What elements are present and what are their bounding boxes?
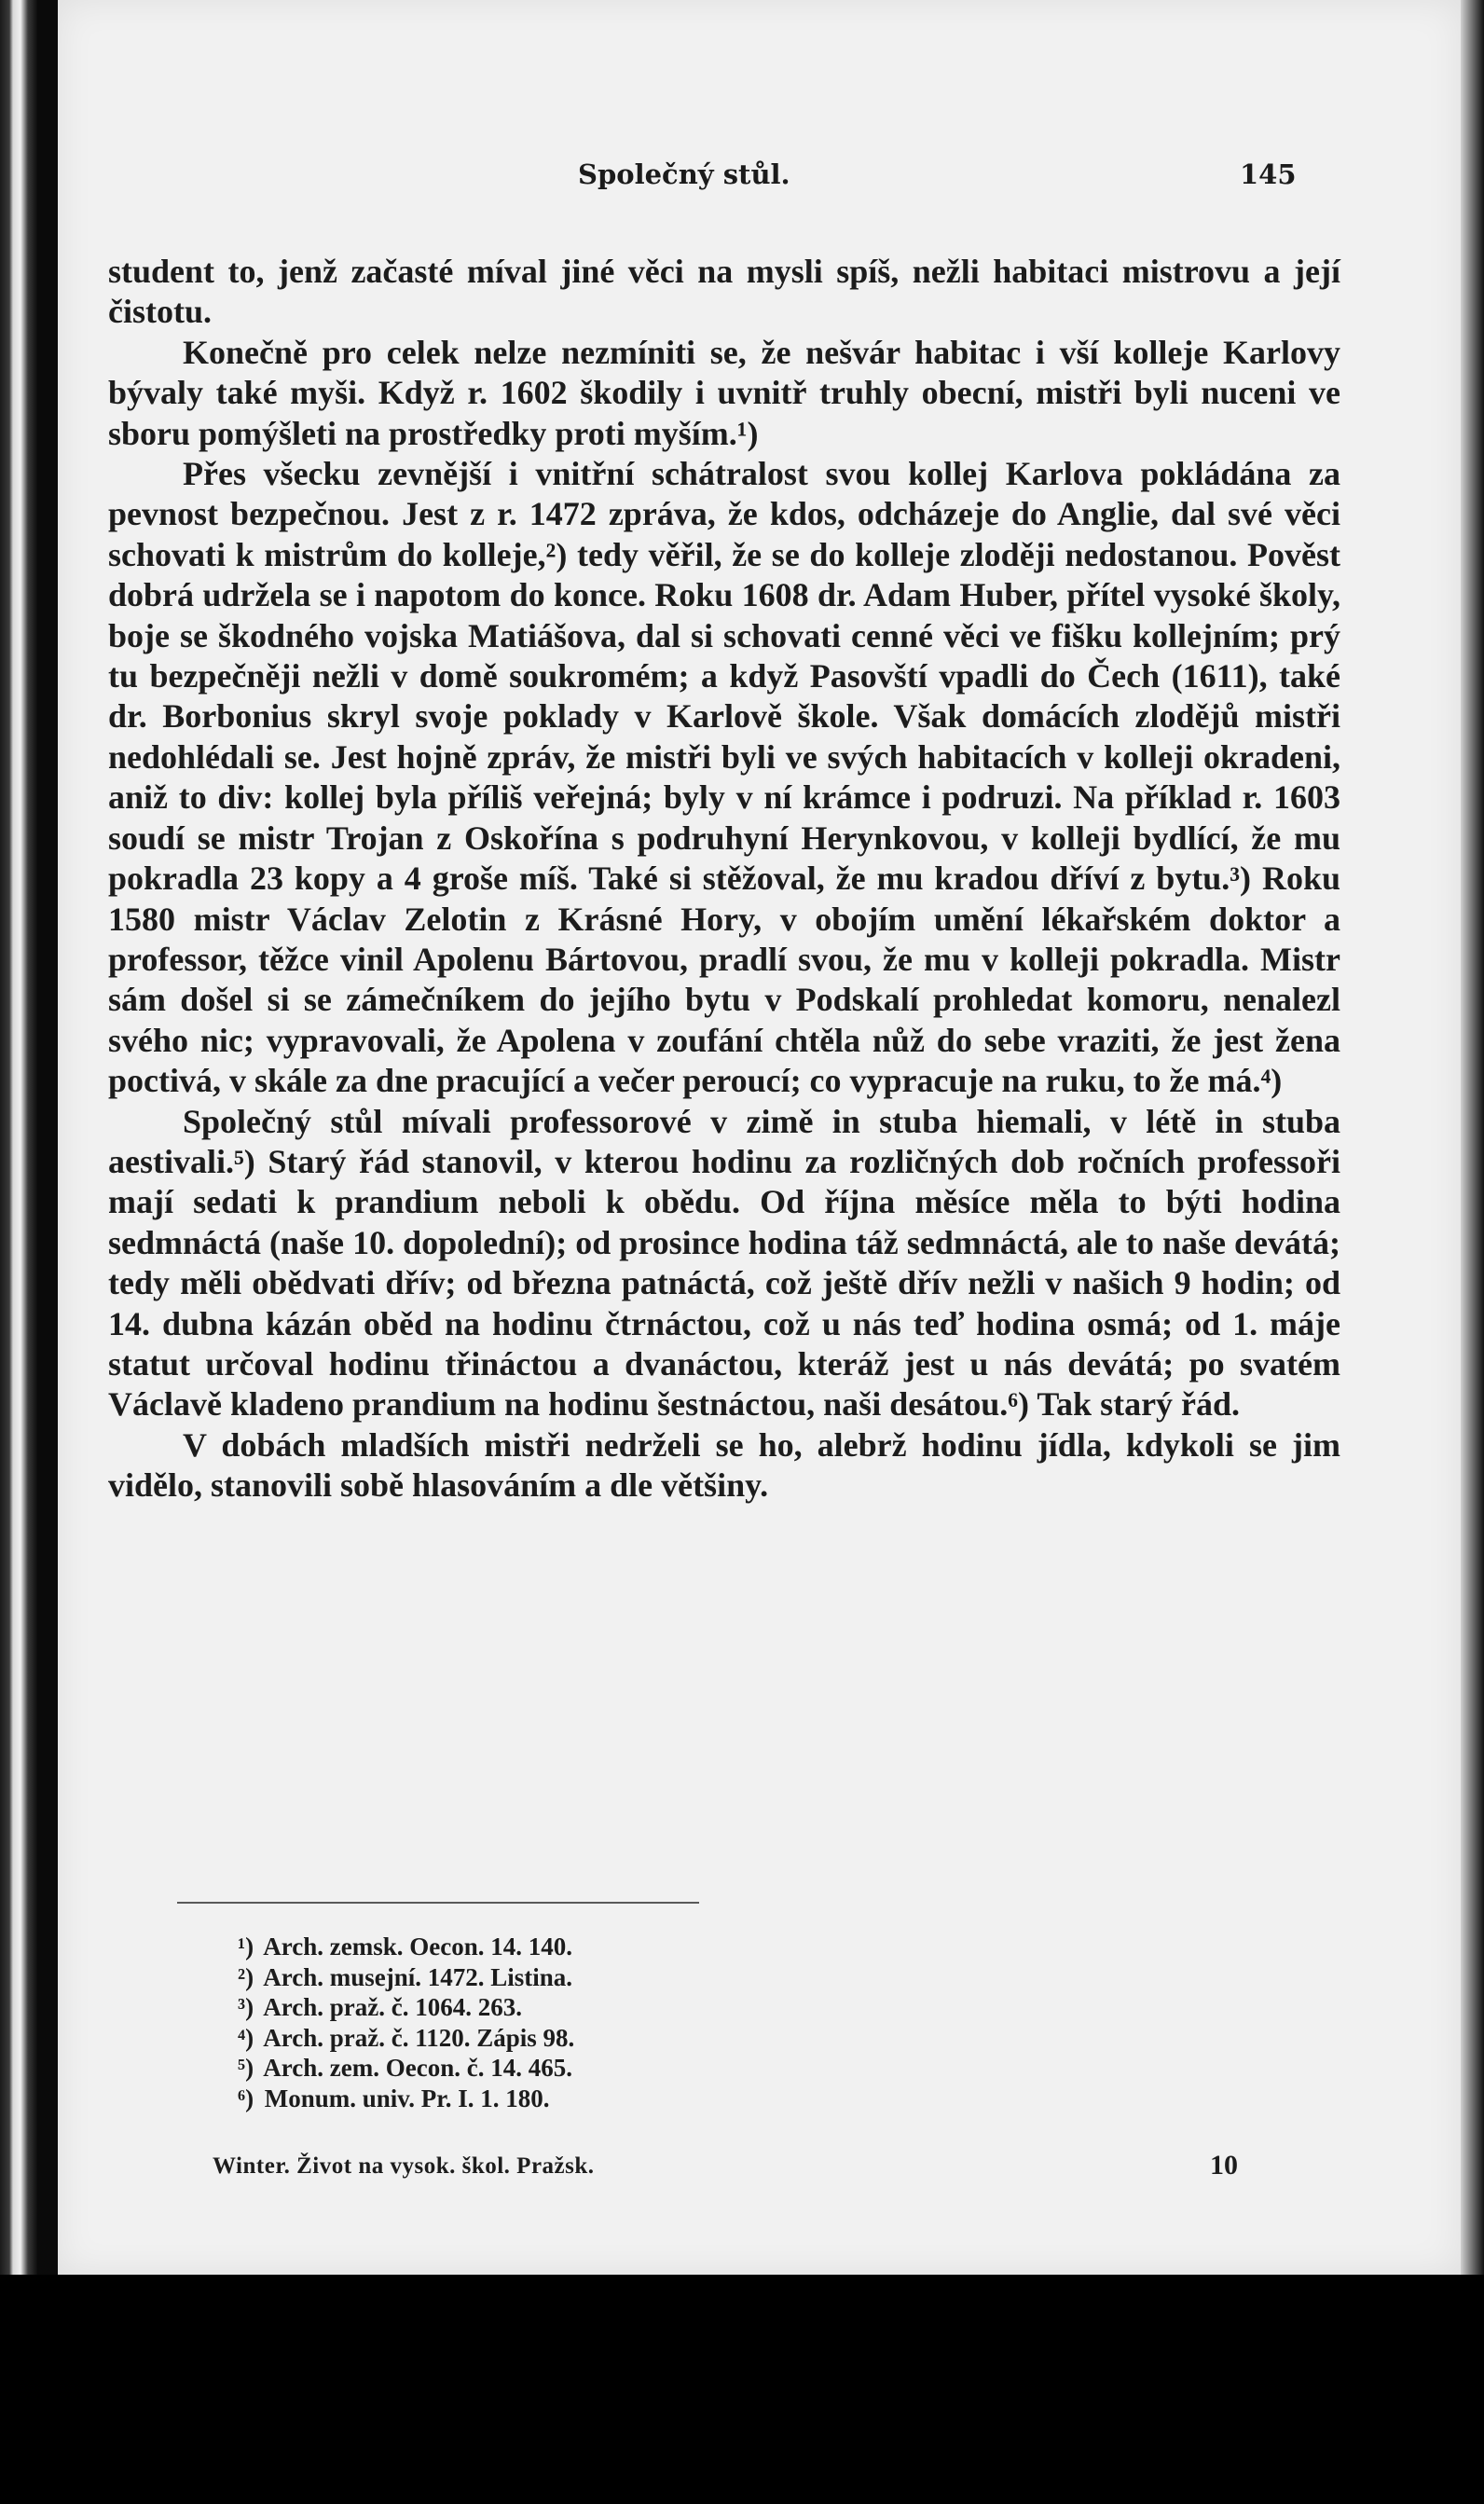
footnote-text: Monum. univ. Pr. I. 1. 180. [264,2084,550,2112]
footnote-text: Arch. musejní. 1472. Listina. [263,1962,573,1991]
page-number: 145 [1240,158,1297,190]
page-edge-shadow [1461,0,1484,2275]
footnote-text: Arch. praž. č. 1120. Zápis 98. [263,2023,575,2052]
footnote-5 [238,2053,1077,2084]
footnote-2 [238,1962,1077,1993]
footnote-text: Arch. zemsk. Oecon. 14. 140. [263,1933,572,1961]
footnote-rule [177,1902,699,1904]
sheet-number: 10 [1210,2150,1238,2181]
paragraph-4: Společný stůl mívali professorové v zimě in stuba hiemali, v létě in stuba aestivali.⁵) Starý řád stanovil, v kterou hodinu za rozličných dob ročních professoři mají sedati k prandium neboli k obědu. Od října měsíce měla to býti hodina sedmnáctá (naše 10. dopolední); od prosince hodina táž sedmnáctá, ale to naše devátá; tedy měli obědvati dřív; od března patnáctá, což ještě dřív nežli v našich 9 hodin; od 14. dubna kázán oběd na hodinu čtrnáctou, což u nás teď hodina osmá; od 1. máje statut určoval hodinu třináctou a dvanáctou, kteráž jest u nás devátá; po svatém Václavě kladeno prandium na hodinu šestnáctou, naši desátou.⁶) Tak starý řád. [108,1102,1340,1424]
footnote-1 [238,1932,1077,1962]
footnote-marker: ⁴) [238,2023,254,2052]
paragraph-3: Přes všecku zevnější i vnitřní schátralost svou kollej Karlova pokládána za pevnost bezpečnou. Jest z r. 1472 zpráva, že kdos, odcházeje do Anglie, dal své věci schovati k mistrům do kolleje,²) tedy věřil, že se do kolleje zloději nedostanou. Pověst dobrá udržela se i napotom do konce. Roku 1608 dr. Adam Huber, přítel vysoké školy, boje se škodného vojska Matiášova, dal si schovati cenné věci ve fišku kollejním; prý tu bezpečněji nežli v domě soukromém; a když Pasovští vpadli do Čech (1611), také dr. Borbonius skryl svoje poklady v Karlově škole. Však domácích zlodějů mistři nedohlédali se. Jest hojně zpráv, že mistři byli ve svých habitacích v kolleji okradeni, aniž to div: kollej byla příliš veřejná; byly v ní krámce i podruzi. Na příklad r. 1603 soudí se mistr Trojan z Oskořína s podruhyní Herynkovou, v kolleji bydlící, že mu pokradla 23 kopy a 4 groše míš. Také si stěžoval, že mu kradou dříví z bytu.³) Roku 1580 mistr Václav Zelotin z Krásné Hory, v obojím umění lékařském doktor a professor, těžce vinil Apolenu Bártovou, pradlí svou, že mu v kolleji pokradla. Mistr sám došel si se zámečníkem do jejího bytu v Podskalí prohledat komoru, nenalezl svého nic; vypravovali, že Apolena v zoufání chtěla nůž do sebe vraziti, že jest žena poctivá, v skále za dne pracující a večer peroucí; co vypracuje na ruku, to že má.⁴) [108,455,1340,1100]
footnote-marker: ²) [238,1962,254,1991]
signature-row [213,2150,1238,2187]
paragraph-5: V dobách mladších mistři nedrželi se ho, alebrž hodinu jídla, kdykoli se jim vidělo, stanovili sobě hlasováním a dle většiny. [108,1425,1340,1505]
footnote-text: Arch. zem. Oecon. č. 14. 465. [263,2054,572,2083]
footnote-4 [238,2023,1077,2054]
body-text [108,252,1340,1507]
running-title: Společný stůl. [578,158,790,190]
paragraph-1: student to, jenž začasté míval jiné věci na mysli spíš, nežli habitaci mistrovu a její čistotu. [108,253,1340,331]
footnote-text: Arch. praž. č. 1064. 263. [263,1993,522,2022]
footnotes [238,1932,1077,2114]
running-head [0,158,1484,196]
footnote-3 [238,1992,1077,2023]
scan-bottom-band [0,2275,1484,2504]
footnote-marker: ⁶) [238,2084,254,2112]
footnote-marker: ³) [238,1993,254,2022]
footnote-6 [238,2084,1077,2114]
signature-line: Winter. Život na vysok. škol. Pražsk. [213,2153,595,2179]
scan-left-edge [0,0,37,2275]
footnote-marker: ⁵) [238,2054,254,2083]
paragraph-2: Konečně pro celek nelze nezmíniti se, že nešvár habitac i vší kolleje Karlovy bývaly také myši. Když r. 1602 škodily i uvnitř truhly obecní, mistři byli nuceni ve sboru pomýšleti na prostředky proti myším.¹) [108,333,1340,452]
footnote-marker: ¹) [238,1933,254,1961]
